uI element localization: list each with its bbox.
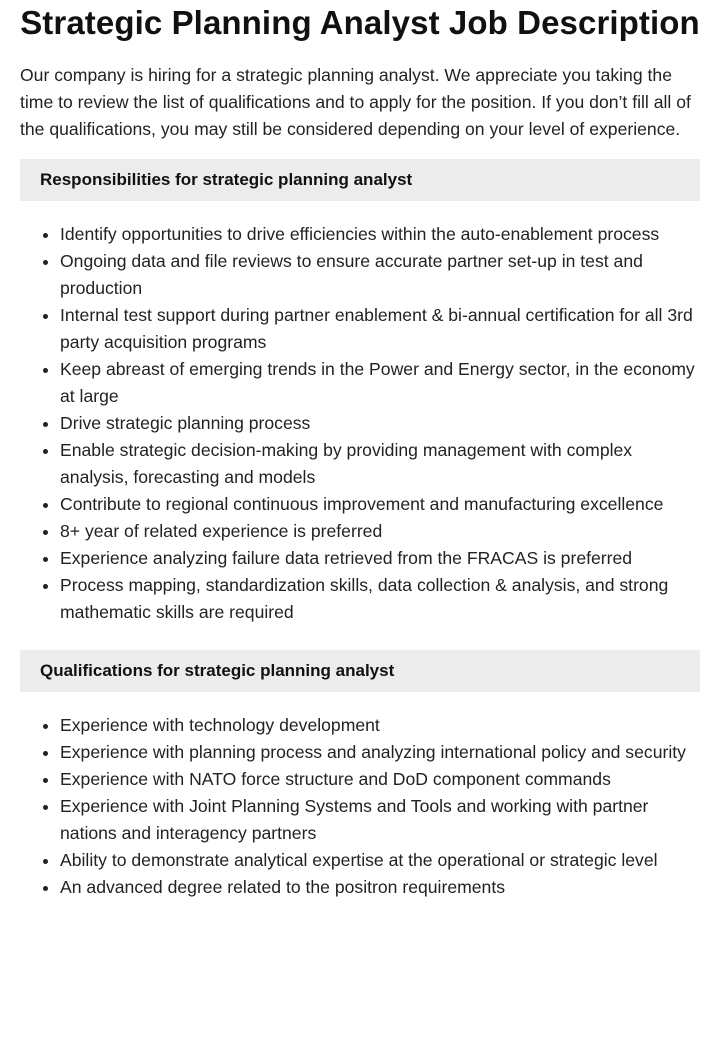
list-item: • Enable strategic decision-making by providing management with complex analysis, forecasting and models [60,437,700,491]
list-item: • Process mapping, standardization skills, data collection & analysis, and strong mathematic skills are required [60,572,700,626]
qualifications-heading: Qualifications for strategic planning analyst [20,650,700,692]
qualifications-list [20,712,700,901]
list-item: • Ability to demonstrate analytical expertise at the operational or strategic level [60,847,700,874]
list-item: • Experience with planning process and analyzing international policy and security [60,739,700,766]
list-item: • An advanced degree related to the positron requirements [60,874,700,901]
list-item: • Experience analyzing failure data retrieved from the FRACAS is preferred [60,545,700,572]
list-item: • Experience with Joint Planning Systems and Tools and working with partner nations and interagency partners [60,793,700,847]
responsibilities-list [20,221,700,626]
responsibilities-heading: Responsibilities for strategic planning analyst [20,159,700,201]
intro-paragraph: Our company is hiring for a strategic planning analyst. We appreciate you taking the time to review the list of qualifications and to apply for the position. If you don’t fill all of the qualifications, you may still be considered depending on your level of experience. [20,65,691,139]
list-item: • Ongoing data and file reviews to ensure accurate partner set-up in test and production [60,248,700,302]
list-item: • Internal test support during partner enablement & bi-annual certification for all 3rd party acquisition programs [60,302,700,356]
list-item: • Experience with technology development [60,712,700,739]
list-item: • Contribute to regional continuous improvement and manufacturing excellence [60,491,700,518]
list-item: • 8+ year of related experience is preferred [60,518,700,545]
list-item: • Drive strategic planning process [60,410,700,437]
list-item: • Keep abreast of emerging trends in the Power and Energy sector, in the economy at large [60,356,700,410]
list-item: • Identify opportunities to drive efficiencies within the auto-enablement process [60,221,700,248]
list-item: • Experience with NATO force structure and DoD component commands [60,766,700,793]
page-title: Strategic Planning Analyst Job Description [20,4,700,41]
